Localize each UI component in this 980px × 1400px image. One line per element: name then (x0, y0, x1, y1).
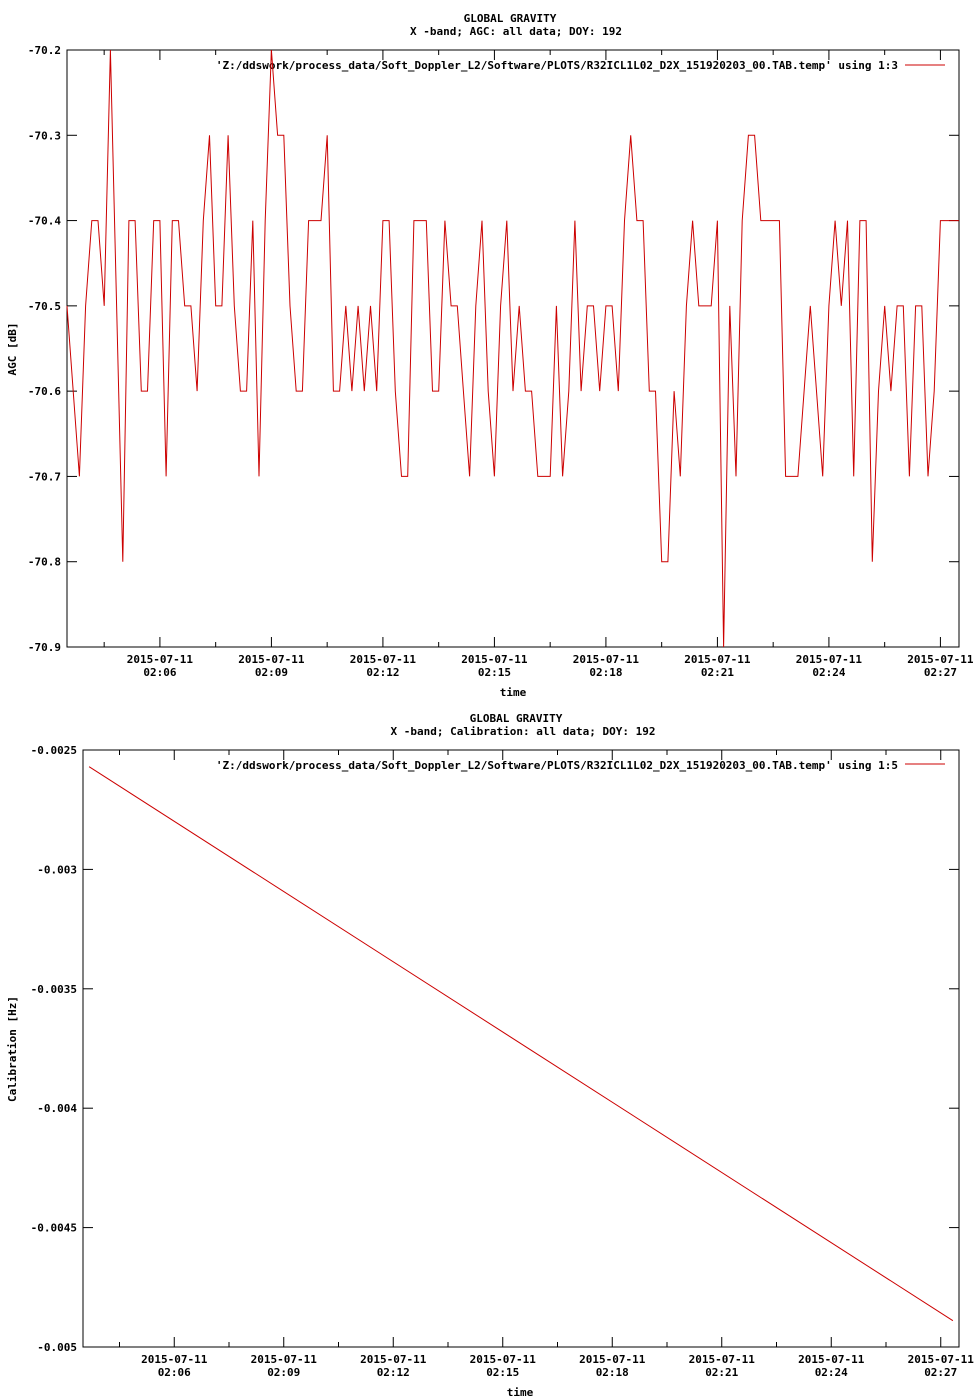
x-tick-date-label: 2015-07-11 (572, 653, 640, 666)
chart-subtitle: X -band; AGC: all data; DOY: 192 (410, 25, 622, 38)
x-tick-date-label: 2015-07-11 (141, 1353, 208, 1366)
y-tick-label: -70.6 (27, 385, 61, 399)
x-tick-time-label: 02:21 (700, 666, 734, 679)
x-tick-date-label: 2015-07-11 (238, 653, 305, 666)
x-tick-date-label: 2015-07-11 (684, 653, 751, 666)
legend-label: 'Z:/ddswork/process_data/Soft_Doppler_L2/Software/PLOTS/R32ICL1L02_D2X_151920203_00.TAB.temp' using 1:3 (215, 59, 898, 72)
x-tick-time-label: 02:15 (477, 666, 511, 679)
x-tick-time-label: 02:18 (589, 666, 623, 679)
x-tick-time-label: 02:12 (366, 666, 400, 679)
y-tick-label: -70.5 (27, 299, 61, 313)
legend-label: 'Z:/ddswork/process_data/Soft_Doppler_L2/Software/PLOTS/R32ICL1L02_D2X_151920203_00.TAB.temp' using 1:5 (215, 759, 898, 772)
y-axis-label: Calibration [Hz] (6, 996, 19, 1102)
x-axis (120, 750, 975, 1379)
x-tick-date-label: 2015-07-11 (349, 653, 417, 666)
y-axis (28, 44, 959, 654)
chart-subtitle: X -band; Calibration: all data; DOY: 192 (390, 725, 656, 738)
plot-area-frame (83, 750, 959, 1347)
y-tick-label: -70.8 (27, 555, 61, 569)
y-axis (31, 744, 959, 1354)
y-tick-label: -0.0025 (30, 744, 77, 757)
chart-title: GLOBAL GRAVITY (469, 712, 563, 725)
y-axis-label: AGC [dB] (6, 322, 19, 376)
x-tick-time-label: 02:15 (486, 1366, 520, 1379)
y-tick-label: -0.003 (37, 863, 77, 877)
x-tick-date-label: 2015-07-11 (907, 1353, 974, 1366)
x-tick-time-label: 02:27 (924, 1366, 958, 1379)
x-tick-date-label: 2015-07-11 (360, 1353, 427, 1366)
x-tick-date-label: 2015-07-11 (798, 1353, 865, 1366)
y-tick-label: -70.4 (27, 214, 61, 228)
agc-series-line (67, 50, 959, 647)
x-tick-time-label: 02:24 (814, 1366, 848, 1379)
x-tick-date-label: 2015-07-11 (795, 653, 863, 666)
x-tick-time-label: 02:06 (157, 1366, 191, 1379)
x-tick-date-label: 2015-07-11 (688, 1353, 755, 1366)
x-tick-time-label: 02:06 (143, 666, 177, 679)
y-tick-label: -70.2 (27, 44, 61, 57)
x-axis (104, 50, 974, 679)
chart-title: GLOBAL GRAVITY (463, 12, 557, 25)
chart-calibration (6, 712, 974, 1399)
x-tick-time-label: 02:18 (595, 1366, 629, 1379)
plot-area-frame (67, 50, 959, 647)
calibration-series-line (89, 767, 953, 1321)
x-tick-date-label: 2015-07-11 (461, 653, 528, 666)
y-tick-label: -0.0045 (30, 1221, 77, 1235)
x-axis-label: time (499, 686, 527, 699)
y-tick-label: -0.004 (37, 1102, 77, 1116)
y-tick-label: -0.005 (37, 1341, 77, 1354)
x-tick-time-label: 02:21 (705, 1366, 739, 1379)
x-tick-date-label: 2015-07-11 (250, 1353, 317, 1366)
y-tick-label: -0.0035 (30, 982, 77, 996)
x-tick-time-label: 02:12 (376, 1366, 410, 1379)
x-tick-date-label: 2015-07-11 (469, 1353, 536, 1366)
x-axis-label: time (506, 1386, 534, 1399)
y-tick-label: -70.7 (27, 470, 61, 484)
chart-agc (6, 12, 974, 699)
y-tick-label: -70.3 (27, 129, 61, 143)
x-tick-time-label: 02:09 (254, 666, 288, 679)
x-tick-time-label: 02:24 (812, 666, 846, 679)
x-tick-date-label: 2015-07-11 (579, 1353, 646, 1366)
x-tick-time-label: 02:27 (923, 666, 957, 679)
x-tick-date-label: 2015-07-11 (126, 653, 194, 666)
x-tick-time-label: 02:09 (267, 1366, 301, 1379)
y-tick-label: -70.9 (27, 641, 61, 654)
x-tick-date-label: 2015-07-11 (907, 653, 974, 666)
